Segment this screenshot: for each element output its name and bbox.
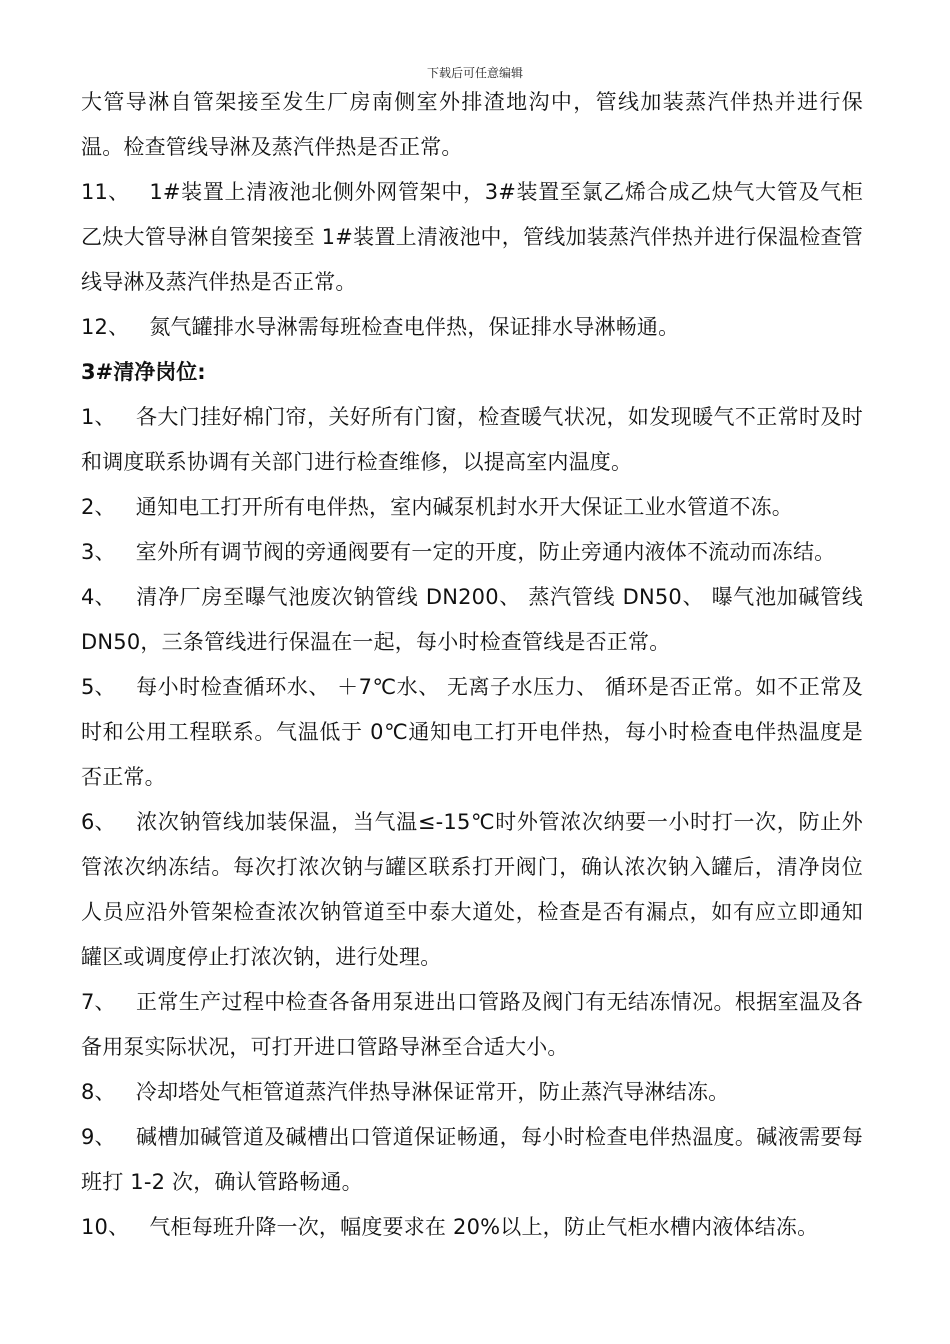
page-header: 下载后可任意编辑 (426, 66, 523, 80)
item-text: 冷却塔处气柜管道蒸汽伴热导淋保证常开，防止蒸汽导淋结冻。 (135, 1080, 730, 1104)
item-text: 各大门挂好棉门帘，关好所有门窗，检查暖气状况，如发现暖气不正常时及时和调度联系协调有关部门进行检查维修，以提高室内温度。 (81, 405, 863, 474)
item-number: 5、 (81, 675, 116, 699)
item-text: 浓次钠管线加装保温，当气温≤-15℃时外管浓次纳要一小时打一次，防止外管浓次纳冻结。每次打浓次钠与罐区联系打开阀门，确认浓次钠入罐后，清净岗位人员应沿外管架检查浓次钠管道至中泰大道处，检查是否有漏点，如有应立即通知罐区或调度停止打浓次钠，进行处理。 (81, 810, 863, 969)
item-text: 清净厂房至曝气池废次钠管线 DN200、 蒸汽管线 DN50、 曝气池加碱管线 DN50，三条管线进行保温在一起，每小时检查管线是否正常。 (81, 585, 863, 654)
list-item-10 (81, 1205, 863, 1250)
list-item-9 (81, 1115, 863, 1205)
item-number: 4、 (81, 585, 116, 609)
list-item-7 (81, 980, 863, 1070)
paragraph-item-12 (81, 305, 863, 350)
item-number: 9、 (81, 1125, 116, 1149)
list-item-6 (81, 800, 863, 980)
item-text: 每小时检查循环水、 ＋7℃水、 无离子水压力、 循环是否正常。如不正常及时和公用工程联系。气温低于 0℃通知电工打开电伴热，每小时检查电伴热温度是否正常。 (81, 675, 863, 789)
item-number: 1、 (81, 405, 116, 429)
item-number: 10、 (81, 1215, 130, 1239)
item-text: 通知电工打开所有电伴热，室内碱泵机封水开大保证工业水管道不冻。 (135, 495, 793, 519)
paragraph-item-11 (81, 170, 863, 305)
list-item-5 (81, 665, 863, 800)
paragraph-text: 1#装置上清液池北侧外网管架中，3#装置至氯乙烯合成乙炔气大管及气柜乙炔大管导淋自管架接至 1#装置上清液池中，管线加装蒸汽伴热并进行保温检查管线导淋及蒸汽伴热是否正常。 (81, 180, 863, 294)
item-number: 6、 (81, 810, 116, 834)
section-heading: 3#清净岗位: (81, 360, 206, 384)
item-number: 7、 (81, 990, 116, 1014)
item-text: 碱槽加碱管道及碱槽出口管道保证畅通，每小时检查电伴热温度。碱液需要每班打 1-2 次，确认管路畅通。 (81, 1125, 863, 1194)
paragraph-text: 大管导淋自管架接至发生厂房南侧室外排渣地沟中，管线加装蒸汽伴热并进行保温。检查管线导淋及蒸汽伴热是否正常。 (81, 90, 863, 159)
item-number: 12、 (81, 315, 130, 339)
item-number: 3、 (81, 540, 116, 564)
item-text: 室外所有调节阀的旁通阀要有一定的开度，防止旁通内液体不流动而冻结。 (135, 540, 836, 564)
item-text: 气柜每班升降一次，幅度要求在 20%以上，防止气柜水槽内液体结冻。 (149, 1215, 819, 1239)
item-text: 正常生产过程中检查各备用泵进出口管路及阀门有无结冻情况。根据室温及各备用泵实际状况，可打开进口管路导淋至合适大小。 (81, 990, 863, 1059)
item-number: 8、 (81, 1080, 116, 1104)
list-item-4 (81, 575, 863, 665)
list-item-2 (81, 485, 863, 530)
list-item-1 (81, 395, 863, 485)
paragraph-text: 氮气罐排水导淋需每班检查电伴热，保证排水导淋畅通。 (149, 315, 680, 339)
list-item-3 (81, 530, 863, 575)
item-number: 2、 (81, 495, 116, 519)
paragraph-continued (81, 80, 863, 170)
list-item-8 (81, 1070, 863, 1115)
item-number: 11、 (81, 180, 130, 204)
document-body (81, 80, 863, 1250)
